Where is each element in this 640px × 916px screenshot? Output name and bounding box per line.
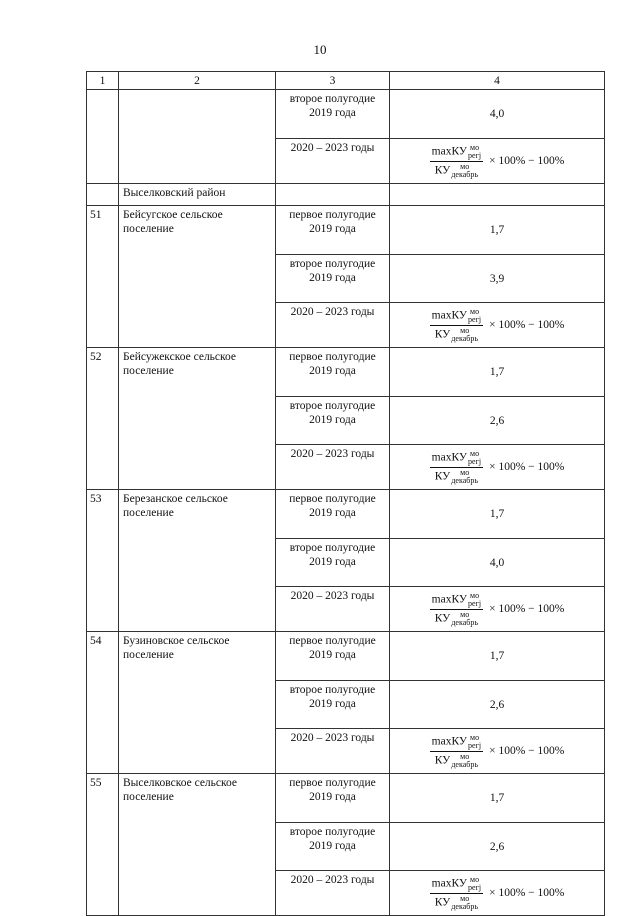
period-cell: первое полугодие 2019 года <box>276 206 390 255</box>
period-cell: 2020 – 2023 годы <box>276 445 390 490</box>
value-cell: 1,7 <box>390 774 605 823</box>
period-cell: второе полугодие 2019 года <box>276 397 390 445</box>
value-cell: 1,7 <box>390 632 605 681</box>
row-number-cell: 55 <box>87 774 119 916</box>
header-cell: 3 <box>276 72 390 90</box>
formula <box>430 450 565 485</box>
formula <box>430 876 565 911</box>
row-number-cell: 52 <box>87 348 119 490</box>
empty-cell <box>390 184 605 206</box>
row-name-cell: Выселковское сельское поселение <box>119 774 276 916</box>
formula-numerator: maxКУ мо регj <box>431 306 482 324</box>
row-name-cell: Бейсужекское сельское поселение <box>119 348 276 490</box>
formula-fraction <box>430 734 483 769</box>
period-cell: первое полугодие 2019 года <box>276 632 390 681</box>
table-row <box>87 348 605 397</box>
row-number-cell <box>87 90 119 184</box>
row-name-cell: Бейсугское сельское поселение <box>119 206 276 348</box>
formula-fraction <box>430 450 483 485</box>
formula-cell <box>390 729 605 774</box>
value-cell: 2,6 <box>390 397 605 445</box>
row-name-cell: Бузиновское сельское поселение <box>119 632 276 774</box>
period-cell: первое полугодие 2019 года <box>276 490 390 539</box>
formula-rest: × 100% − 100% <box>489 155 565 167</box>
row-number-cell: 53 <box>87 490 119 632</box>
period-cell: первое полугодие 2019 года <box>276 774 390 823</box>
formula-cell <box>390 587 605 632</box>
empty-cell <box>87 184 119 206</box>
header-cell: 1 <box>87 72 119 90</box>
row-number-cell: 51 <box>87 206 119 348</box>
value-cell: 1,7 <box>390 348 605 397</box>
formula-numerator: maxКУ мо регj <box>431 732 482 750</box>
period-cell: 2020 – 2023 годы <box>276 729 390 774</box>
formula-denominator: КУ мо декабрь <box>434 467 478 485</box>
header-row <box>87 72 605 90</box>
formula-denominator: КУ мо декабрь <box>434 161 478 179</box>
value-cell: 4,0 <box>390 539 605 587</box>
formula-rest: × 100% − 100% <box>489 319 565 331</box>
value-cell: 4,0 <box>390 90 605 139</box>
value-cell: 1,7 <box>390 206 605 255</box>
value-cell: 1,7 <box>390 490 605 539</box>
formula-denominator: КУ мо декабрь <box>434 893 478 911</box>
row-name-cell: Березанское сельское поселение <box>119 490 276 632</box>
value-cell: 2,6 <box>390 681 605 729</box>
formula <box>430 592 565 627</box>
formula-rest: × 100% − 100% <box>489 461 565 473</box>
row-name-cell <box>119 90 276 184</box>
formula-fraction <box>430 592 483 627</box>
period-cell: второе полугодие 2019 года <box>276 823 390 871</box>
formula-fraction <box>430 876 483 911</box>
value-cell: 2,6 <box>390 823 605 871</box>
formula-numerator: maxКУ мо регj <box>431 142 482 160</box>
formula-denominator: КУ мо декабрь <box>434 751 478 769</box>
formula-numerator: maxКУ мо регj <box>431 874 482 892</box>
empty-cell <box>276 184 390 206</box>
row-number-cell: 54 <box>87 632 119 774</box>
period-cell: 2020 – 2023 годы <box>276 587 390 632</box>
section-title: Выселковский район <box>119 184 276 206</box>
table-row <box>87 490 605 539</box>
table-row <box>87 632 605 681</box>
table-row <box>87 206 605 255</box>
table-row <box>87 774 605 823</box>
formula-rest: × 100% − 100% <box>489 745 565 757</box>
value-cell: 3,9 <box>390 255 605 303</box>
period-cell: 2020 – 2023 годы <box>276 303 390 348</box>
table-row <box>87 90 605 139</box>
formula-rest: × 100% − 100% <box>489 603 565 615</box>
period-cell: 2020 – 2023 годы <box>276 871 390 916</box>
header-cell: 2 <box>119 72 276 90</box>
tariff-table <box>86 71 605 916</box>
period-cell: второе полугодие 2019 года <box>276 255 390 303</box>
formula-numerator: maxКУ мо регj <box>431 448 482 466</box>
period-cell: второе полугодие 2019 года <box>276 539 390 587</box>
formula <box>430 144 565 179</box>
formula <box>430 308 565 343</box>
formula-cell <box>390 871 605 916</box>
header-cell: 4 <box>390 72 605 90</box>
formula-denominator: КУ мо декабрь <box>434 609 478 627</box>
formula-denominator: КУ мо декабрь <box>434 325 478 343</box>
period-cell: второе полугодие 2019 года <box>276 90 390 139</box>
section-row <box>87 184 605 206</box>
page-number: 10 <box>313 42 327 57</box>
formula-rest: × 100% − 100% <box>489 887 565 899</box>
period-cell: второе полугодие 2019 года <box>276 681 390 729</box>
formula-fraction <box>430 144 483 179</box>
formula-cell <box>390 445 605 490</box>
formula-cell <box>390 303 605 348</box>
formula <box>430 734 565 769</box>
period-cell: 2020 – 2023 годы <box>276 139 390 184</box>
formula-fraction <box>430 308 483 343</box>
formula-numerator: maxКУ мо регj <box>431 590 482 608</box>
period-cell: первое полугодие 2019 года <box>276 348 390 397</box>
formula-cell <box>390 139 605 184</box>
